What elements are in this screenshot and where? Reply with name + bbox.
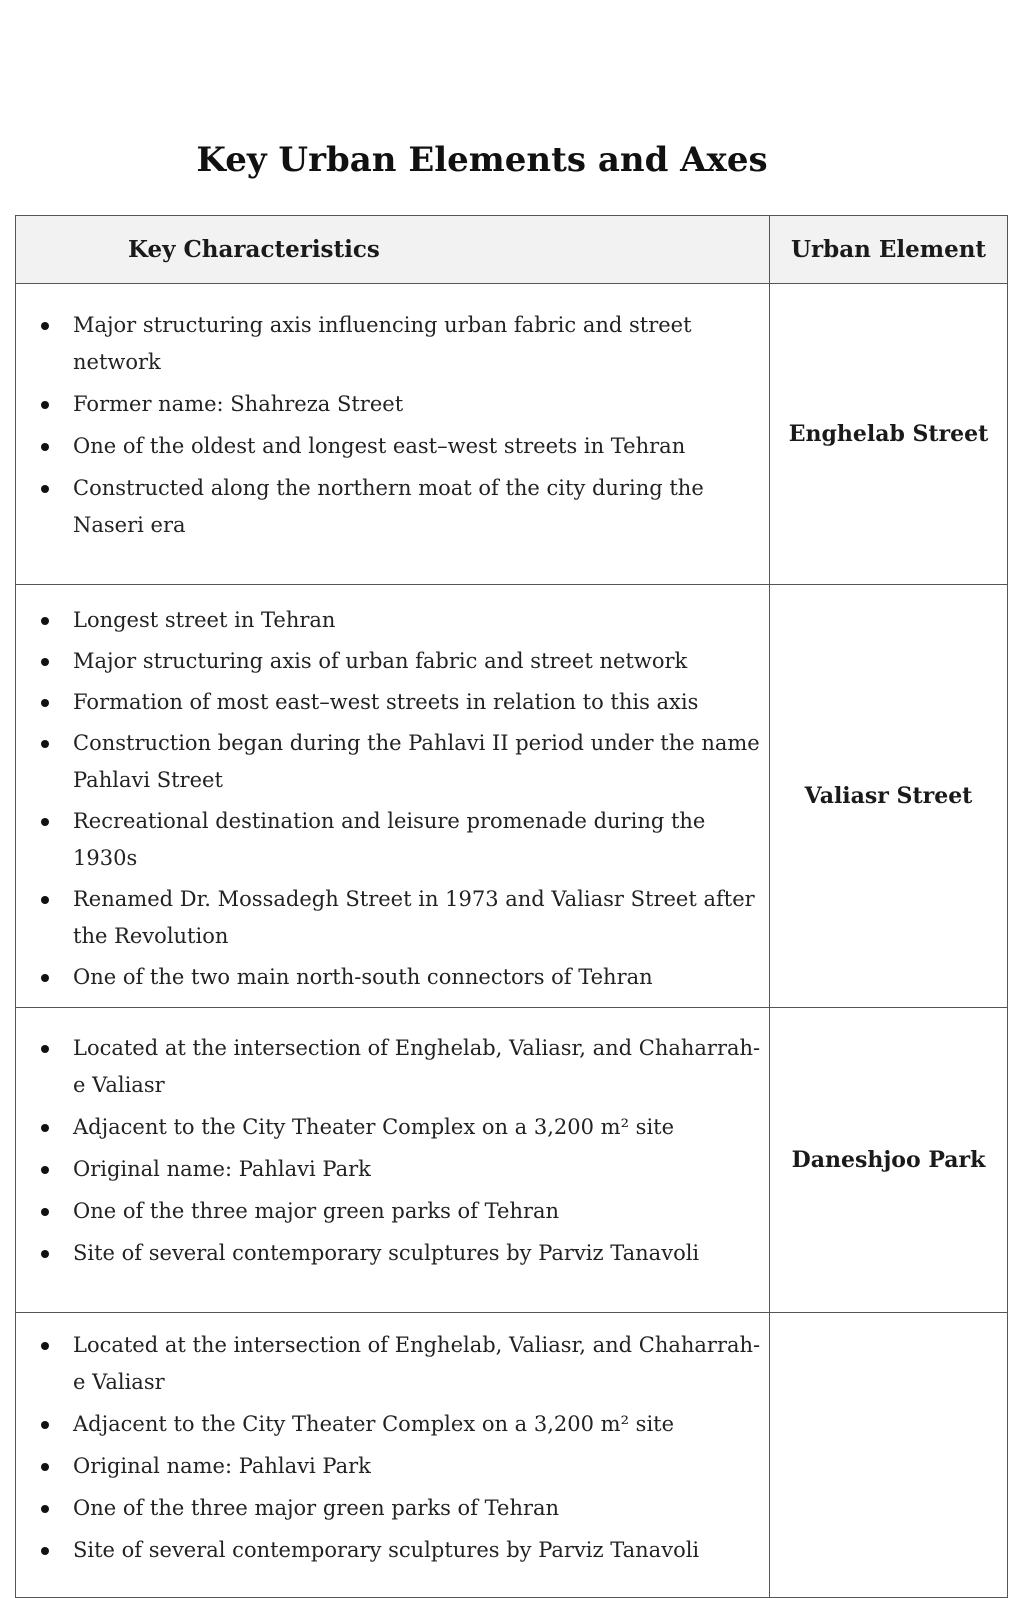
urban-element-cell: Valiasr Street <box>770 585 1008 1008</box>
list-item: Site of several contemporary sculptures by Parviz Tanavoli <box>38 1235 761 1272</box>
list-item: Constructed along the northern moat of the city during the Naseri era <box>38 470 761 544</box>
list-item: Renamed Dr. Mossadegh Street in 1973 and Valiasr Street after the Revolution <box>38 881 761 955</box>
urban-elements-table <box>15 215 1008 1598</box>
characteristics-list <box>38 1327 761 1569</box>
list-item: One of the oldest and longest east–west streets in Tehran <box>38 428 761 465</box>
list-item: Adjacent to the City Theater Complex on a 3,200 m² site <box>38 1109 761 1146</box>
urban-element-cell: Daneshjoo Park <box>770 1008 1008 1313</box>
list-item: Adjacent to the City Theater Complex on a 3,200 m² site <box>38 1406 761 1443</box>
list-item: One of the three major green parks of Tehran <box>38 1193 761 1230</box>
urban-element-cell: Enghelab Street <box>770 284 1008 585</box>
characteristics-cell <box>16 1008 770 1313</box>
list-item: Original name: Pahlavi Park <box>38 1448 761 1485</box>
characteristics-list <box>38 307 761 544</box>
list-item: Former name: Shahreza Street <box>38 386 761 423</box>
list-item: Formation of most east–west streets in relation to this axis <box>38 684 761 721</box>
list-item: Recreational destination and leisure promenade during the 1930s <box>38 803 761 877</box>
list-item: One of the three major green parks of Tehran <box>38 1490 761 1527</box>
characteristics-list <box>38 1030 761 1272</box>
list-item: Located at the intersection of Enghelab, Valiasr, and Chaharrah-e Valiasr <box>38 1030 761 1104</box>
table-row <box>16 585 1008 1008</box>
list-item: Major structuring axis influencing urban fabric and street network <box>38 307 761 381</box>
list-item: Longest street in Tehran <box>38 602 761 639</box>
header-urban-element: Urban Element <box>770 216 1008 284</box>
list-item: Site of several contemporary sculptures by Parviz Tanavoli <box>38 1532 761 1569</box>
table-row <box>16 1008 1008 1313</box>
characteristics-list <box>38 602 761 996</box>
urban-element-cell <box>770 1313 1008 1598</box>
list-item: One of the two main north-south connectors of Tehran <box>38 959 761 996</box>
page-title: Key Urban Elements and Axes <box>196 140 768 180</box>
table-row <box>16 284 1008 585</box>
table-row <box>16 1313 1008 1598</box>
characteristics-cell <box>16 585 770 1008</box>
list-item: Original name: Pahlavi Park <box>38 1151 761 1188</box>
characteristics-cell <box>16 1313 770 1598</box>
header-key-characteristics: Key Characteristics <box>16 216 770 284</box>
characteristics-cell <box>16 284 770 585</box>
list-item: Construction began during the Pahlavi II period under the name Pahlavi Street <box>38 725 761 799</box>
list-item: Located at the intersection of Enghelab, Valiasr, and Chaharrah-e Valiasr <box>38 1327 761 1401</box>
table-header-row <box>16 216 1008 284</box>
list-item: Major structuring axis of urban fabric and street network <box>38 643 761 680</box>
